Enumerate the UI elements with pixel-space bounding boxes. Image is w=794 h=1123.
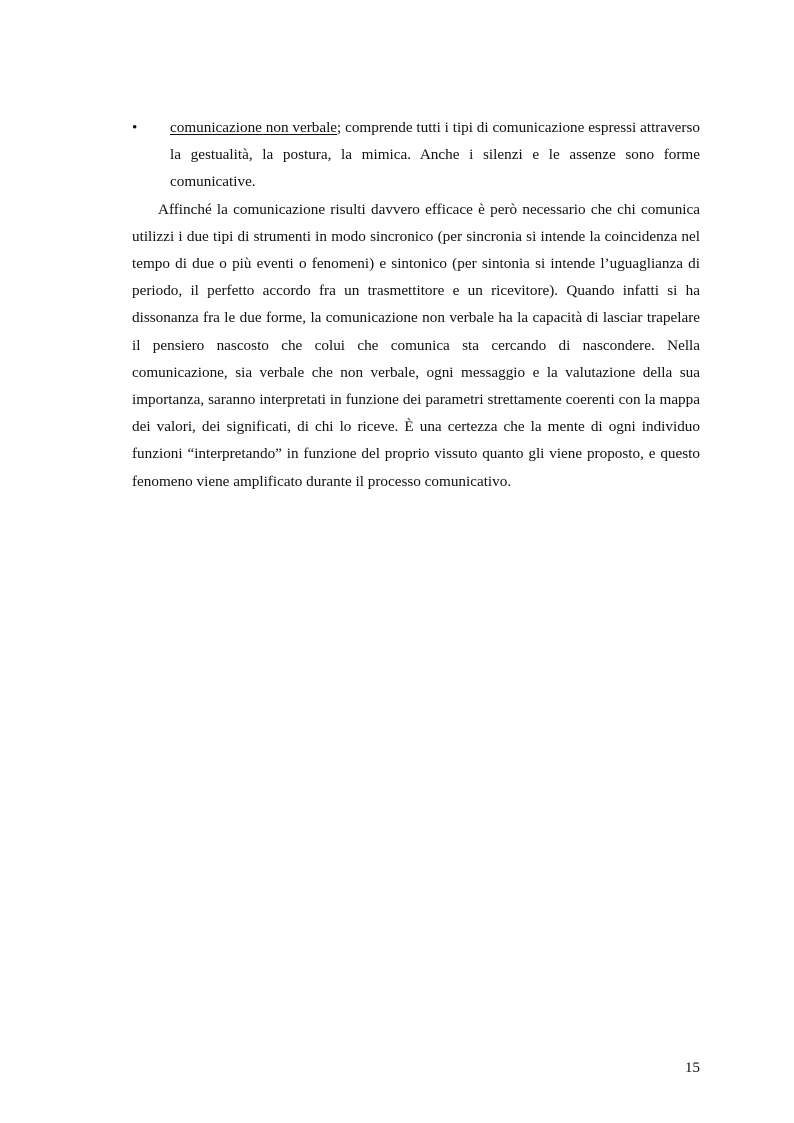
underlined-term: comunicazione non verbale (170, 119, 338, 136)
bullet-list-item (132, 114, 700, 196)
bullet-icon: • (132, 119, 138, 136)
bullet-text: ; comprende tutti i tipi di comunicazione espressi attraverso la gestualità, la postura, la mimica. Anche i silenzi e le assenze sono forme comunicative. (170, 119, 700, 191)
page-body (132, 114, 700, 495)
page-number: 15 (684, 1059, 700, 1076)
body-paragraph: Affinché la comunicazione risulti davvero efficace è però necessario che chi comunica utilizzi i due tipi di strumenti in modo sincronico (per sincronia si intende la coincidenza nel tempo di due o più eventi o fenomeni) e sintonico (per sintonia si intende l’uguaglianza di periodo, il perfetto accordo fra un trasmettitore e un ricevitore). Quando infatti si ha dissonanza fra le due forme, la comunicazione non verbale ha la capacità di lasciar trapelare il pensiero nascosto che colui che comunica sta cercando di nascondere. Nella comunicazione, sia verbale che non verbale, ogni messaggio e la valutazione della sua importanza, saranno interpretati in funzione dei parametri strettamente coerenti con la mappa dei valori, dei significati, di chi lo riceve. È una certezza che la mente di ogni individuo funzioni “interpretando” in funzione del proprio vissuto quanto gli viene proposto, e questo fenomeno viene amplificato durante il processo comunicativo. (132, 200, 700, 490)
